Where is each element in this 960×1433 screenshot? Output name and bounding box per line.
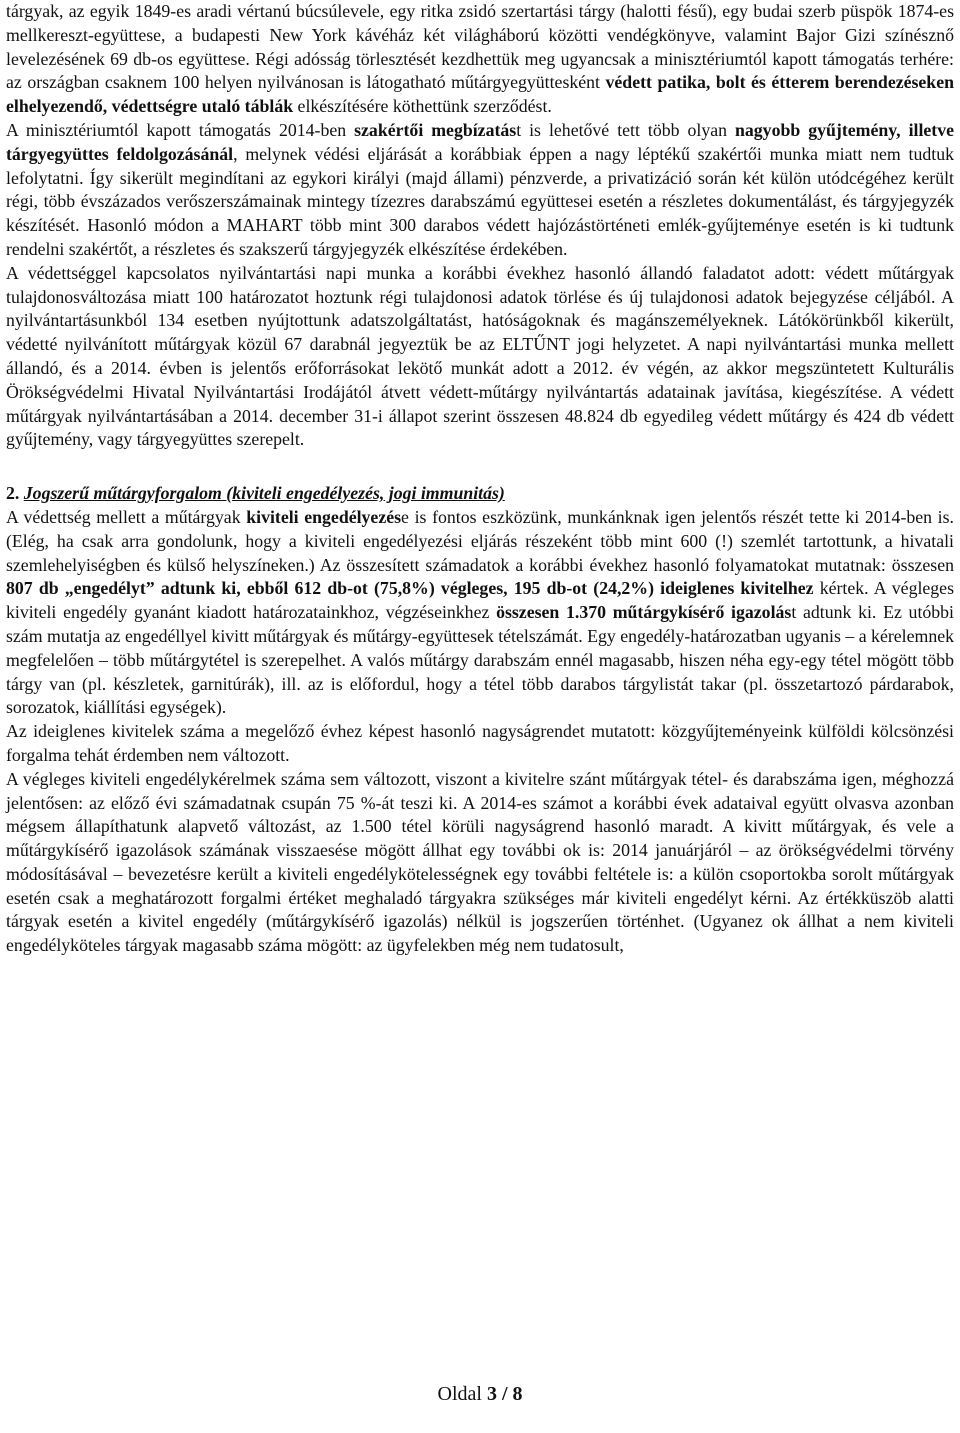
text-run: szakértői megbízatás <box>354 119 517 140</box>
section-number: 2. <box>6 483 24 504</box>
text-run: tárgyak, az egyik 1849-es aradi vértanú búcsúlevele, egy ritka zsidó szertartási tárgy (halotti fésű), egy budai szerb püspök 1874-es mellkereszt-együttese, a budapesti New York kávéház két világháború közötti vendégkönyve, valamint Bajor Gizi színésznő levelezésének 69 db-os együttese. Régi adósság törlesztését kezdhettük meg ugyancsak a minisztériumtól kapott támogatás terhére: az országban csaknem 100 helyen nyilvánosan is látogatható műtárgyegyüttesként <box>6 1 954 93</box>
text-run: védett patika, bolt és étterem berendezéseken elhelyezendő, védettségre utaló táblák <box>6 72 954 117</box>
paragraph <box>6 506 954 720</box>
text-run: kiviteli engedélyezés <box>246 506 402 527</box>
text-run: , melynek védési eljárását a korábbiak éppen a nagy léptékű szakértői munka miatt nem tudtuk lefolytatni. Így sikerült megindítani az egykori királyi (majd állami) pénzverde, a privatizáció során két külön utódcégéhez került régi, több évszázados verőszerszámainak mintegy tízezres darabszámú együttesei esetén a részletes dokumentálást, és tárgyjegyzék készítését. Hasonló módon a MAHART több mint 300 darabos védett hajózástörténeti emlék-gyűjteménye esetén is ki tudtunk rendelni szakértőt, a részletes és szakszerű tárgyjegyzék elkészítése érdekében. <box>6 143 954 259</box>
section-paragraphs <box>6 506 954 958</box>
page-separator: / <box>496 1383 513 1405</box>
paragraph <box>6 0 954 119</box>
section-heading <box>6 482 954 506</box>
text-run: elkészítésére köthettünk szerződést. <box>293 96 552 117</box>
text-run: e is fontos eszközünk, munkánknak igen jelentős részét tette ki 2014-ben is. (Elég, ha csak arra gondolunk, hogy a kiviteli engedélyezési eljárás részeként több mint 600 (!) szemlét tartottunk, a hivatali szemlehelyiségben és külső helyszíneken.) Az összesített számadatok a korábbi évekhez hasonló folyamatokat mutatnak: összesen <box>6 506 954 575</box>
text-run: összesen 1.370 műtárgykísérő igazolás <box>496 602 792 623</box>
paragraph <box>6 262 954 452</box>
text-run: nagyobb gyűjtemény, illetve tárgyegyüttes feldolgozásánál <box>6 119 955 164</box>
section-title: Jogszerű műtárgyforgalom (kiviteli engedélyezés, jogi immunitás) <box>23 483 505 504</box>
text-run: t adtunk ki. Ez utóbbi szám mutatja az engedéllyel kivitt műtárgyak és műtárgy-együttesek tételszámát. Egy engedély-határozatban ugyanis – a kérelemnek megfelelően – több műtárgytétel is szerepelhet. A valós műtárgy darabszám ennél magasabb, hiszen néha egy-egy tétel mögött több tárgy van (pl. készletek, garnitúrák), ill. az is előfordul, hogy a tétel több darabos tárgylistát takar (pl. összetartozó párdarabok, sorozatok, kiállítási egységek). <box>6 602 954 718</box>
intro-paragraphs <box>6 0 954 452</box>
text-run: A végleges kiviteli engedélykérelmek száma sem változott, viszont a kivitelre szánt műtárgyak tétel- és darabszáma igen, méghozzá jelentősen: az előző évi számadatnak csupán 75 %-át teszi ki. A 2014-es számot a korábbi évek adataival együtt olvasva azonban mégsem állapíthatunk alapvető változást, az 1.500 tétel körüli nagyságrend hasonló maradt. A kivitt műtárgyak, és vele a műtárgykísérő igazolások számának visszaesése mögött állhat egy további ok is: 2014 januárjáról – az örökségvédelmi törvény módosításával – bevezetésre került a kiviteli engedélykötelességnek egy további feltétele is: a külön csoportokba sorolt műtárgyak esetén csak a meghatározott forgalmi értéket meghaladó tárgyakra szükséges már kiviteli engedélyt kérni. Az értékküszöb alatti tárgyak esetén a kivitel engedély (műtárgykísérő igazolás) nélkül is jogszerűen történhet. (Ugyanez ok állhat a nem kiviteli engedélyköteles tárgyak magasabb száma mögött: az ügyfelekben még nem tudatosult, <box>6 768 954 956</box>
page-total: 8 <box>512 1383 523 1405</box>
text-run: A védettséggel kapcsolatos nyilvántartási napi munka a korábbi évekhez hasonló állandó faladatot adott: védett műtárgyak tulajdonosváltozása miatt 100 határozatot hoztunk régi tulajdonosi adatok törlése és új tulajdonosi adatok bejegyzése céljából. A nyilvántartásunkból 134 esetben nyújtottunk adatszolgáltatást, hatóságoknak és magánszemélyeknek. Látókörünkből kikerült, védetté nyilvánított műtárgyak közül 67 darabnál jegyeztük be az ELTŰNT jogi helyzetet. A napi nyilvántartási munka mellett állandó, és a 2014. évben is jelentős erőforrásokat lekötő munkát adott a 2012. év végén, az akkor megszüntetett Kulturális Örökségvédelmi Hivatal Nyilvántartási Irodájától átvett védett-műtárgy nyilvántartás adatainak javítása, kiegészítése. A védett műtárgyak nyilvántartásában a 2014. december 31-i állapot szerint összesen 48.824 db egyedileg védett műtárgy és 424 db védett gyűjtemény, vagy tárgyegyüttes szerepelt. <box>6 262 954 450</box>
text-run: kértek. A végleges kiviteli engedély gyanánt kiadott határozatainkhoz, végzéseinkhez <box>6 578 954 623</box>
page-label: Oldal <box>437 1383 487 1405</box>
paragraph <box>6 119 954 262</box>
text-run: Az ideiglenes kivitelek száma a megelőző évhez képest hasonló nagyságrendet mutatott: közgyűjteményeink külföldi kölcsönzési forgalma tehát érdemben nem változott. <box>6 721 954 765</box>
page-body <box>6 0 954 958</box>
text-run: t is lehetővé tett több olyan <box>516 119 736 140</box>
text-run: A védettség mellett a műtárgyak <box>6 506 247 527</box>
paragraph <box>6 768 954 958</box>
page-footer <box>0 1383 960 1406</box>
text-run: 807 db „engedélyt” adtunk ki, ebből 612 db-ot (75,8%) végleges, 195 db-ot (24,2%) ideiglenes kivitelhez <box>6 578 814 599</box>
paragraph <box>6 720 954 768</box>
page-current: 3 <box>486 1383 497 1405</box>
text-run: A minisztériumtól kapott támogatás 2014-ben <box>6 119 355 140</box>
